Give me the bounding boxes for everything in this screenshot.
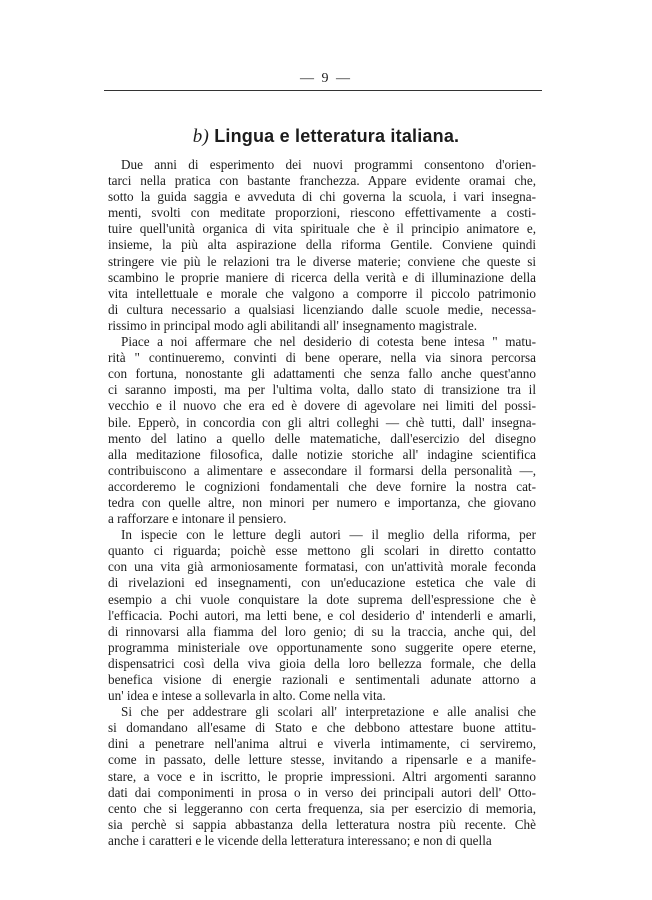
- text-line: cento che si leggeranno con certa frequenza, sia per esercizio di memoria,: [108, 800, 536, 816]
- text-line: scambino le proprie maniere di ricerca della verità e di illuminazione della: [108, 269, 536, 285]
- paragraph: [108, 157, 536, 334]
- text-line: In ispecie con le letture degli autori — il meglio della riforma, per: [121, 527, 536, 543]
- text-line: quanto ci riguarda; poichè esse mettono gli scolari in diretto contatto: [108, 543, 536, 559]
- text-line: di cultura necessario a qualsiasi licenziando dalle scuole medie, necessa-: [108, 301, 536, 317]
- section-title-text: Lingua e letteratura italiana.: [214, 126, 460, 146]
- text-line: insieme, la più alta aspirazione della riforma Gentile. Conviene quindi: [108, 237, 536, 253]
- text-line: dini a penetrare nell'anima altrui e viverla intimamente, ci serviremo,: [108, 736, 536, 752]
- text-line: tuire quell'unità organica di vita spirituale che è il principio animatore e,: [108, 221, 536, 237]
- page-number: — 9 —: [300, 71, 352, 86]
- section-label: b): [192, 126, 209, 147]
- text-line: un' idea e intese a sollevarla in alto. Come nella vita.: [108, 688, 386, 704]
- text-line: accorderemo le cognizioni fondamentali che deve fornire la nostra cat-: [108, 478, 536, 494]
- header-rule: [104, 90, 542, 91]
- text-line: si domandano all'esame di Stato e che debbono attestare buone attitu-: [108, 720, 536, 736]
- text-line: vita intellettuale e morale che valgono a comporre il piccolo patrimonio: [108, 285, 536, 301]
- text-line: con fortuna, nonostante gli adattamenti che senza fallo anche quest'anno: [108, 366, 536, 382]
- text-line: esempio a chi vuole conquistare la dote suprema dell'espressione che è: [108, 591, 536, 607]
- text-line: l'efficacia. Pochi autori, ma letti bene, e col desiderio d' intenderli e amarli,: [108, 607, 536, 623]
- text-line: ci saranno imposti, ma per l'ultima volta, dallo stato di transizione tra il: [108, 382, 536, 398]
- text-line: tarci nella pratica con bastante franchezza. Appare evidente oramai che,: [108, 173, 536, 189]
- text-line: di rinnovarsi alla fiamma del loro genio; di su la traccia, anche qui, del: [108, 623, 536, 639]
- text-line: stringere vie più le relazioni tra le diverse materie; conviene che queste si: [108, 253, 536, 269]
- text-line: Si che per addestrare gli scolari all' interpretazione e alle analisi che: [121, 704, 536, 720]
- text-line: anche i caratteri e le vicende della letteratura interessano; e non di quella: [108, 832, 492, 848]
- text-line: contribuiscono a alimentare e assecondare il formarsi della personalità —,: [108, 462, 536, 478]
- text-line: con una vita già armoniosamente formatasi, con un'attività morale feconda: [108, 559, 536, 575]
- text-line: Piace a noi affermare che nel desiderio di cotesta bene intesa " matu-: [121, 334, 536, 350]
- text-line: a rafforzare e intonare il pensiero.: [108, 511, 287, 527]
- text-line: alla meditazione filosofica, dalle notizie storiche all' indagine scientifica: [108, 446, 536, 462]
- text-line: sia perchè si sappia abbastanza della letteratura nostra più recente. Chè: [108, 816, 536, 832]
- paragraph: [108, 527, 536, 704]
- text-line: di rivelazioni ed insegnamenti, con un'educazione estetica che vale di: [108, 575, 536, 591]
- section-title: [0, 126, 652, 148]
- text-line: dispensatrici così della viva gioia della loro bellezza formale, che della: [108, 655, 536, 671]
- text-line: Due anni di esperimento dei nuovi programmi consentono d'orien-: [121, 157, 536, 172]
- text-line: stare, a voce e in iscritto, le proprie impressioni. Altri argomenti saranno: [108, 768, 536, 784]
- text-line: come in passato, delle letture stesse, invitando a ripensarle e a manife-: [108, 752, 536, 768]
- paragraph: [108, 334, 536, 527]
- text-line: bile. Epperò, in concordia con gli altri colleghi — chè tutti, dall' insegna-: [108, 414, 536, 430]
- text-line: rità " continueremo, convinti di bene operare, nella via sinora percorsa: [108, 350, 536, 366]
- text-line: benefica visione di energie razionali e sentimentali adunate attorno a: [108, 672, 536, 687]
- text-line: dati dai componimenti in prosa o in verso dei principali autori dell' Otto-: [108, 784, 536, 800]
- text-line: menti, svolti con meditate proporzioni, riescono effettivamente a costi-: [108, 205, 536, 221]
- paragraph: [108, 704, 536, 849]
- text-line: rissimo in principal modo agli abilitandi all' insegnamento magistrale.: [108, 317, 477, 333]
- body-text: [108, 157, 536, 849]
- text-line: mento del latino a quello delle matematiche, dall'esercizio del disegno: [108, 430, 536, 446]
- text-line: tedra con quelle altre, non minori per numero e importanza, che giovano: [108, 494, 536, 510]
- text-line: vecchio e il nuovo che era ed è dovere di agevolare nei limiti del possi-: [108, 398, 536, 414]
- text-line: sotto la guida saggia e avveduta di chi governa la scuola, i vari insegna-: [108, 189, 536, 205]
- text-line: programma ministeriale ove opportunamente sono suggerite opere eterne,: [108, 639, 536, 655]
